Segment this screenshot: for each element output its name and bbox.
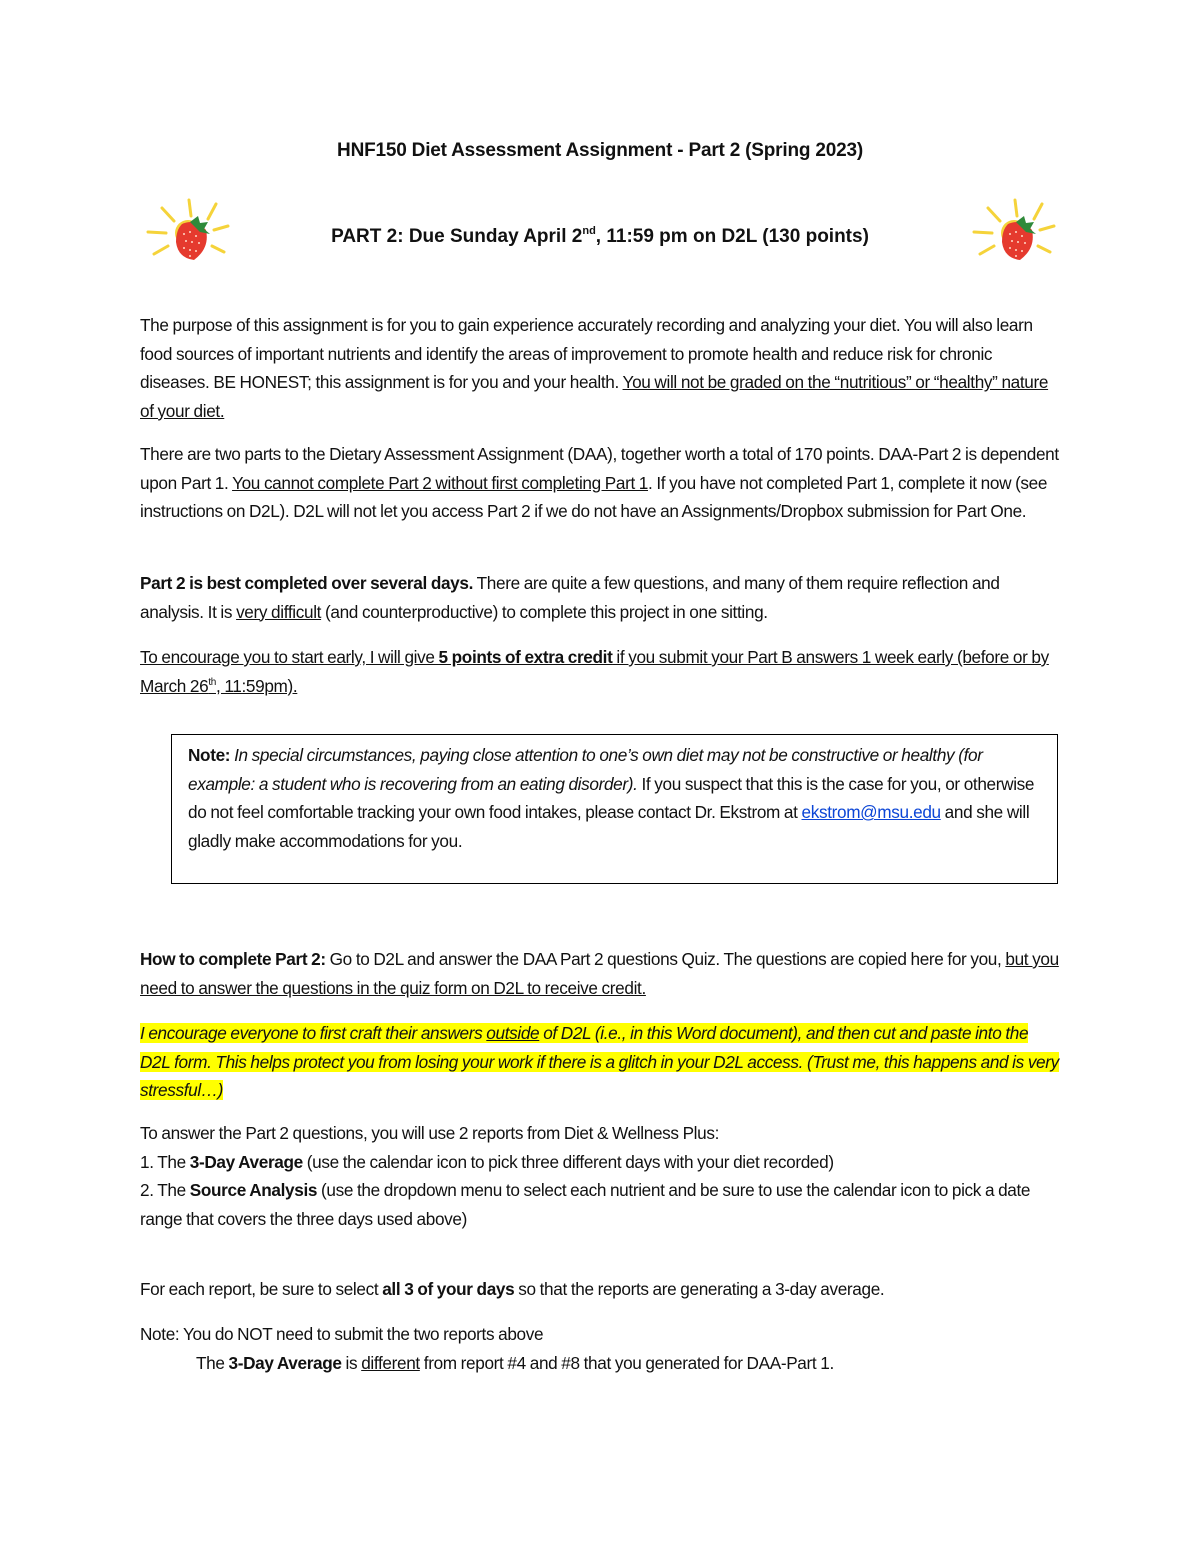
final-note-underlined: different: [361, 1352, 420, 1373]
due-text: PART 2: Due Sunday April 2: [331, 226, 583, 247]
reports-intro: To answer the Part 2 questions, you will use 2 reports from Diet & Wellness Plus:: [140, 1123, 720, 1143]
highlight-text: I encourage everyone to first craft their answers: [140, 1023, 487, 1043]
report-item-num: 1. The: [140, 1151, 190, 1172]
several-days-paragraph: [140, 569, 1060, 626]
how-to-underlined: but you need to answer the questions in the quiz form on D2L to receive credit.: [140, 949, 1059, 998]
due-text-suffix: , 11:59 pm on D2L (130 points): [595, 226, 869, 247]
extra-credit-sup: th: [208, 676, 216, 688]
each-report-paragraph: [140, 1275, 1060, 1304]
extra-credit-text: To encourage you to start early, I will give: [140, 647, 439, 667]
extra-credit-paragraph: [140, 643, 1060, 700]
extra-credit-text-2: if you submit your Part B answers 1 week early (before or by March 26: [140, 647, 1049, 696]
document-title: HNF150 Diet Assessment Assignment - Part 2 (Spring 2023): [337, 140, 863, 161]
how-to-text: Go to D2L and answer the DAA Part 2 questions Quiz. The questions are copied here for you,: [325, 949, 1006, 969]
highlight-text-2: of D2L (i.e., in this Word document), and then cut and paste into the D2L form. This helps protect you from losing your work if there is a glitch in your D2L access. (Trust me, this happens and is very stressful…): [140, 1023, 1059, 1101]
note-body: If you suspect that this is the case for you, or otherwise do not feel comfortable tracking your own food intakes, please contact Dr. Ekstrom at: [188, 773, 1035, 823]
report-item-num: 2. The: [140, 1180, 190, 1201]
purpose-text: The purpose of this assignment is for you to gain experience accurately recording and analyzing your diet. You will also learn food sources of important nutrients and identify the areas of improvement to promote health and reduce risk for chronic diseases. BE HONEST; this assignment is for you and your health.: [140, 315, 1033, 393]
report-item-2: [140, 1176, 1060, 1233]
several-days-text-2: (and counterproductive) to complete this project in one sitting.: [321, 601, 768, 622]
final-note-text: The: [196, 1352, 229, 1373]
each-report-bold: all 3 of your days: [382, 1279, 515, 1299]
strawberry-sun-icon: [970, 196, 1060, 266]
parts-text-2: . If you have not completed Part 1, complete it now (see instructions on D2L). D2L will not let you access Part 2 if we do not have an Assignments/Dropbox submission for Part One.: [140, 472, 1048, 522]
final-note-mid: is: [341, 1352, 362, 1373]
due-sup: nd: [582, 225, 596, 237]
highlight-paragraph: [140, 1019, 1060, 1105]
each-report-text-2: so that the reports are generating a 3-day average.: [514, 1279, 885, 1299]
report-item-bold: 3-Day Average: [189, 1151, 303, 1172]
final-note-line-2: [140, 1349, 1060, 1378]
report-item-text: (use the dropdown menu to select each nutrient and be sure to use the calendar icon to pick a date range that covers the three days used above): [140, 1180, 1031, 1229]
several-days-underlined: very difficult: [236, 601, 322, 622]
purpose-paragraph: [140, 311, 1060, 425]
parts-paragraph: [140, 440, 1060, 526]
several-days-bold: Part 2 is best completed over several days.: [140, 573, 474, 593]
note-label: Note:: [188, 745, 231, 765]
note-text: [188, 741, 1048, 855]
report-item-bold: Source Analysis: [189, 1180, 318, 1201]
final-note-line-1: Note: You do NOT need to submit the two reports above: [140, 1324, 544, 1344]
highlight-underlined: outside: [486, 1023, 540, 1043]
reports-paragraph: [140, 1119, 1060, 1233]
parts-text: There are two parts to the Dietary Assessment Assignment (DAA), together worth a total of 170 points. DAA-Part 2 is dependent upon Part 1.: [140, 444, 1059, 493]
extra-credit-text-3: , 11:59pm).: [216, 675, 298, 696]
report-item-1: [140, 1148, 1060, 1177]
note-italic: In special circumstances, paying close attention to one’s own diet may not be constructive or healthy (for example: a student who is recovering from an eating disorder).: [188, 745, 983, 794]
note-body-2: and she will gladly make accommodations for you.: [188, 802, 1030, 851]
how-to-paragraph: [140, 945, 1060, 1002]
email-link[interactable]: ekstrom@msu.edu: [801, 802, 941, 823]
several-days-text: There are quite a few questions, and many of them require reflection and analysis. It is: [140, 573, 1000, 622]
purpose-underlined: You will not be graded on the “nutritious” or “healthy” nature of your diet.: [140, 372, 1049, 421]
extra-credit-bold: 5 points of extra credit: [438, 647, 613, 667]
report-item-text: (use the calendar icon to pick three different days with your diet recorded): [302, 1151, 834, 1172]
final-note-bold: 3-Day Average: [228, 1352, 342, 1373]
how-to-bold: How to complete Part 2:: [140, 949, 326, 969]
each-report-text: For each report, be sure to select: [140, 1279, 383, 1299]
final-note: [140, 1320, 1060, 1377]
final-note-suffix: from report #4 and #8 that you generated for DAA-Part 1.: [419, 1352, 834, 1373]
parts-underlined: You cannot complete Part 2 without first completing Part 1: [232, 472, 649, 493]
